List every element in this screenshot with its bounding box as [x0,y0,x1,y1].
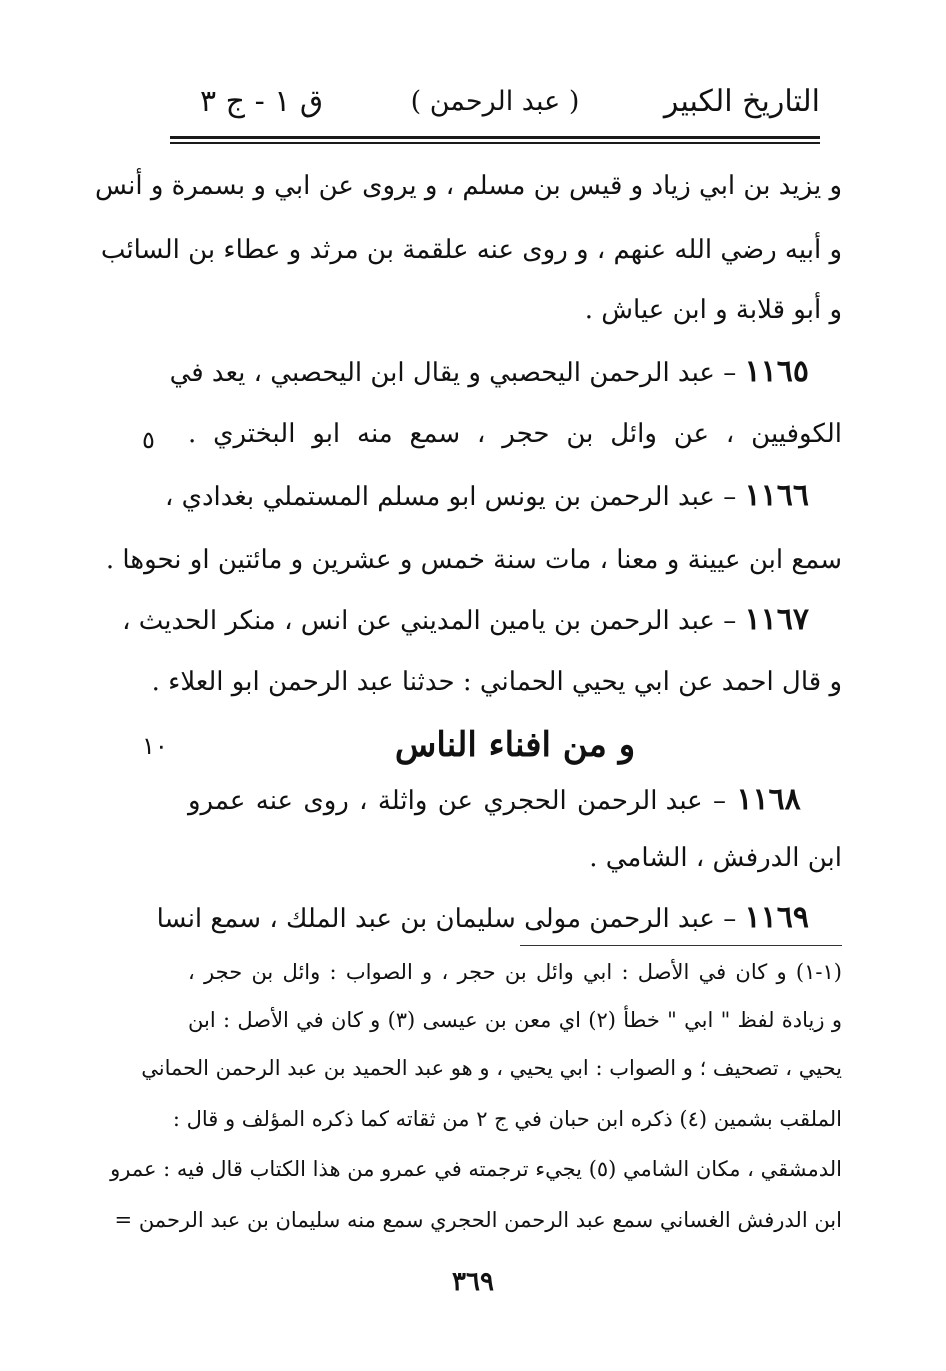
section-heading: و من افناء الناس [394,725,636,765]
footnote-line: يحيي ، تصحيف ؛ و الصواب : ابي يحيي ، و هو عبد الحميد بن عبد الرحمن الحماني [141,1056,842,1080]
entry-1167-line-1: ١١٦٧ – عبد الرحمن بن يامين المديني عن انس ، منكر الحديث ، [122,602,809,637]
entry-number: ١١٦٧ [744,602,809,637]
body-line: و يزيد بن ابي زياد و قيس بن مسلم ، و يروى عن ابي و بسمرة و أنس [94,171,842,201]
body-line: و أبيه رضي الله عنهم ، و روى عنه علقمة بن مرثد و عطاء بن السائب [100,235,842,265]
header-rule [170,136,820,139]
page-number: ٣٦٩ [452,1267,494,1297]
running-header [170,78,820,126]
volume-marker: ق ١ - ج ٣ [200,84,324,119]
entry-number: ١١٦٦ [744,478,809,513]
entry-1165-line-2: الكوفيين ، عن وائل بن حجر ، سمع منه ابو البختري . [188,419,842,449]
book-title: التاريخ الكبير [663,84,820,119]
header-rule-thin [170,142,820,144]
entry-number: ١١٦٩ [744,900,809,935]
footnote-line: الملقب بشمين (٤) ذكره ابن حبان في ج ٢ من ثقاته كما ذكره المؤلف و قال : [172,1107,842,1131]
margin-line-number: ٥ [142,426,155,454]
entry-1165-line-1: ١١٦٥ – عبد الرحمن اليحصبي و يقال ابن اليحصبي ، يعد في [169,354,809,389]
entry-1166-line-1: ١١٦٦ – عبد الرحمن بن يونس ابو مسلم المستملي بغدادي ، [164,478,809,513]
footnote-line: و زيادة لفظ " ابي " خطأ (٢) اي معن بن عيسى (٣) و كان في الأصل : ابن [188,1008,842,1032]
footnote-line: (١-١) و كان في الأصل : ابي وائل بن حجر ، و الصواب : وائل بن حجر ، [188,960,842,984]
entry-1168-line-2: ابن الدرفش ، الشامي . [589,843,842,873]
footnote-line: الدمشقي ، مكان الشامي (٥) يجيء ترجمته في عمرو من هذا الكتاب قال فيه : عمرو [110,1157,842,1181]
entry-number: ١١٦٨ [736,782,801,817]
entry-name: ( عبد الرحمن ) [410,86,580,117]
entry-1167-line-2: و قال احمد عن ابي يحيي الحماني : حدثنا عبد الرحمن ابو العلاء . [151,667,842,697]
entry-number: ١١٦٥ [744,354,809,389]
entry-1168-line-1: ١١٦٨ – عبد الرحمن الحجري عن واثلة ، روى عنه عمرو [188,782,801,817]
body-line: و أبو قلابة و ابن عياش . [584,295,842,325]
margin-line-number: ١٠ [142,732,168,760]
footnote-rule [520,945,842,946]
footnote-line: ابن الدرفش الغساني سمع عبد الرحمن الحجري سمع منه سليمان بن عبد الرحمن = [114,1208,842,1232]
entry-1166-line-2: سمع ابن عيينة و معنا ، مات سنة خمس و عشرين و مائتين او نحوها . [105,545,842,575]
entry-1169-line-1: ١١٦٩ – عبد الرحمن مولى سليمان بن عبد الملك ، سمع انسا [156,900,809,935]
